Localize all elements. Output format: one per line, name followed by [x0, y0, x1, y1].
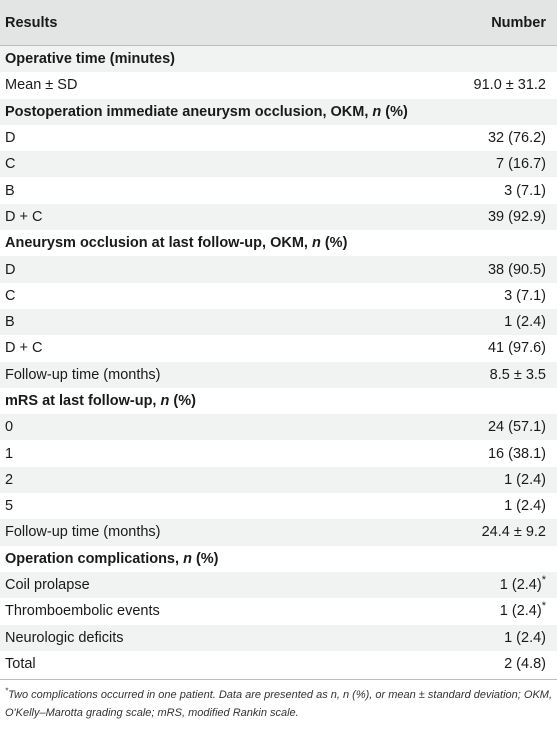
row-value-text: 1 (2.4): [504, 629, 546, 646]
row-label-text: D: [5, 130, 16, 147]
row-label: [5, 630, 123, 646]
row-value: [482, 524, 546, 540]
table-row: [0, 362, 557, 388]
section-title: [5, 51, 175, 67]
table-row: [0, 467, 557, 493]
table-row: [0, 283, 557, 309]
row-label: [5, 603, 160, 619]
table-row: [0, 335, 557, 361]
row-label-text: 2: [5, 471, 14, 488]
section-header-row: [0, 230, 557, 256]
row-label: [5, 262, 15, 278]
row-value: [499, 600, 546, 620]
row-label-text: Follow-up time (months): [5, 524, 161, 541]
row-label: [5, 498, 13, 514]
row-value-text: 3 (7.1): [504, 182, 546, 199]
table-row: [0, 177, 557, 203]
row-value: [499, 574, 546, 594]
table-row: [0, 493, 557, 519]
row-label: [5, 156, 15, 172]
row-value: [504, 314, 546, 330]
row-label: [5, 367, 161, 383]
row-label-text: 0: [5, 419, 14, 436]
row-value-text: 1 (2.4): [504, 314, 546, 331]
table-row: [0, 309, 557, 335]
row-label-text: B: [5, 182, 15, 199]
row-value-text: 24.4 ± 9.2: [481, 524, 546, 541]
row-value-text: 38 (90.5): [487, 261, 546, 278]
table-row: [0, 256, 557, 282]
table-row: [0, 440, 557, 466]
row-label-text: B: [5, 314, 15, 331]
table-row: [0, 572, 557, 598]
table-row: [0, 625, 557, 651]
row-label: [5, 340, 42, 356]
row-label-text: 5: [5, 498, 14, 515]
row-value: [474, 77, 546, 93]
row-label-italic: n: [160, 393, 170, 409]
table-header: [0, 0, 557, 46]
row-value: [504, 472, 546, 488]
section-title: [5, 235, 347, 251]
row-value-text: 1 (2.4): [499, 603, 542, 620]
row-value: [488, 209, 546, 225]
row-value: [504, 630, 546, 646]
table-row: [0, 598, 557, 624]
row-value-text: 2 (4.8): [504, 655, 546, 672]
row-label-italic: n: [372, 103, 382, 120]
row-label-text: Neurologic deficits: [5, 629, 124, 646]
row-value-text: 7 (16.7): [496, 156, 546, 173]
section-title: [5, 104, 408, 120]
row-value: [504, 183, 546, 199]
row-label-text: D + C: [5, 208, 43, 225]
row-value-text: 8.5 ± 3.5: [489, 366, 546, 383]
header-results: Results: [5, 14, 58, 31]
row-label-text: C: [5, 156, 16, 173]
row-label-text: mRS at last follow-up,: [5, 393, 157, 409]
row-value: [488, 262, 546, 278]
table-row: [0, 204, 557, 230]
row-value: [490, 367, 546, 383]
section-title: [5, 393, 196, 409]
row-label: [5, 524, 161, 540]
table-row: [0, 414, 557, 440]
table-row: [0, 72, 557, 98]
row-value-text: 32 (76.2): [487, 130, 546, 147]
section-title: [5, 551, 219, 567]
row-label-text: Mean ± SD: [5, 77, 78, 94]
row-label-text: Thromboembolic events: [5, 603, 160, 620]
row-label-text: 1: [5, 445, 14, 462]
row-label-italic: n: [183, 550, 192, 567]
row-label-text: Operative time (minutes): [5, 51, 176, 68]
row-label: [5, 446, 13, 462]
row-label-text: Operation complications,: [5, 550, 180, 567]
row-label: [5, 209, 42, 225]
table-row: [0, 651, 557, 677]
table-row: [0, 151, 557, 177]
footnote-marker: *: [541, 574, 546, 587]
header-number: Number: [491, 14, 546, 31]
row-label-text: Postoperation immediate aneurysm occlusion, OKM,: [5, 103, 369, 120]
section-header-row: [0, 99, 557, 125]
row-label-text: D + C: [5, 340, 43, 357]
row-label: [5, 656, 36, 672]
row-value: [488, 340, 546, 356]
row-value-text: 39 (92.9): [487, 208, 546, 225]
row-label: [5, 77, 77, 93]
row-value: [496, 156, 546, 172]
table-body: [0, 46, 557, 677]
row-value: [488, 130, 546, 146]
row-label-text: Aneurysm occlusion at last follow-up, OKM,: [5, 235, 308, 252]
section-header-row: [0, 546, 557, 572]
row-label-text: Total: [5, 655, 36, 672]
row-label-tail: (%): [381, 103, 408, 120]
row-label-tail: (%): [169, 393, 196, 409]
row-label-tail: (%): [320, 235, 348, 252]
row-value: [504, 288, 546, 304]
row-label-text: Follow-up time (months): [5, 366, 161, 383]
row-value: [488, 446, 546, 462]
section-header-row: [0, 388, 557, 414]
row-value-text: 41 (97.6): [487, 340, 546, 357]
row-label: [5, 577, 90, 593]
footnote-text: Two complications occurred in one patient. Data are presented as n, n (%), or mean ± standard deviation; OKM, O'Kelly–Marotta grading scale; mRS, modified Rankin scale.: [5, 689, 553, 720]
row-value-text: 3 (7.1): [504, 287, 546, 304]
row-label-tail: (%): [191, 550, 219, 567]
row-label-text: D: [5, 261, 16, 278]
row-label: [5, 183, 15, 199]
row-value-text: 1 (2.4): [499, 577, 542, 594]
row-label: [5, 288, 15, 304]
row-value: [504, 656, 546, 672]
footnote-mark: *: [5, 686, 9, 696]
row-value-text: 16 (38.1): [487, 445, 546, 462]
row-value-text: 1 (2.4): [504, 471, 546, 488]
row-value: [488, 419, 546, 435]
table-footnote: [0, 680, 557, 722]
row-value-text: 91.0 ± 31.2: [473, 77, 546, 94]
section-header-row: [0, 46, 557, 72]
row-value-text: 24 (57.1): [487, 419, 546, 436]
row-label-text: C: [5, 287, 16, 304]
row-label: [5, 314, 15, 330]
row-value-text: 1 (2.4): [504, 498, 546, 515]
footnote-marker: *: [541, 600, 546, 613]
row-label: [5, 130, 15, 146]
table-row: [0, 519, 557, 545]
row-value: [504, 498, 546, 514]
row-label: [5, 472, 13, 488]
table-row: [0, 125, 557, 151]
row-label-text: Coil prolapse: [5, 577, 90, 594]
row-label-italic: n: [311, 235, 321, 252]
row-label: [5, 419, 13, 435]
